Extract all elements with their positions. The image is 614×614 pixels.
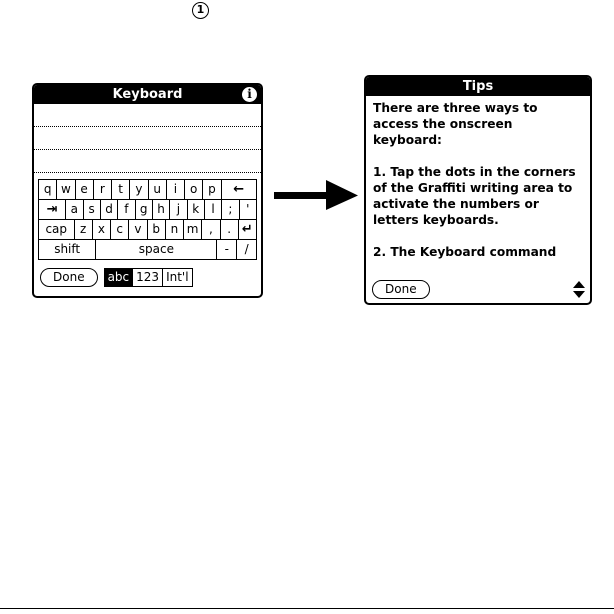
keyboard-bottom-bar xyxy=(40,266,193,288)
key-x[interactable]: x xyxy=(93,220,111,240)
scroll-arrows-icon[interactable] xyxy=(572,280,586,300)
key-t[interactable]: t xyxy=(112,180,130,200)
key-z[interactable]: z xyxy=(75,220,93,240)
key-apostrophe[interactable]: ' xyxy=(240,200,257,220)
key-n[interactable]: n xyxy=(166,220,184,240)
right-arrow-icon xyxy=(274,180,358,210)
key-i[interactable]: i xyxy=(167,180,185,200)
keyboard-row-1 xyxy=(39,180,257,200)
return-key[interactable]: ↵ xyxy=(239,220,257,240)
key-a[interactable]: a xyxy=(66,200,83,220)
tips-screen xyxy=(364,75,592,305)
key-w[interactable]: w xyxy=(57,180,75,200)
step-callout-number: 1 xyxy=(192,2,209,19)
text-line xyxy=(34,104,261,127)
key-m[interactable]: m xyxy=(184,220,202,240)
shift-key[interactable]: shift xyxy=(39,240,96,260)
tips-paragraph: There are three ways to access the onscreen keyboard: xyxy=(373,101,538,147)
key-f[interactable]: f xyxy=(118,200,135,220)
tips-paragraph: 2. The Keyboard command xyxy=(373,245,557,259)
keyboard-row-3 xyxy=(39,220,257,240)
key-r[interactable]: r xyxy=(94,180,112,200)
keyboard-row-4 xyxy=(39,240,257,260)
keyboard-titlebar xyxy=(34,85,261,104)
key-semicolon[interactable]: ; xyxy=(222,200,239,220)
onscreen-keyboard xyxy=(38,179,257,260)
tips-done-button[interactable]: Done xyxy=(372,280,430,299)
keyboard-mode-selector xyxy=(104,268,193,287)
key-q[interactable]: q xyxy=(39,180,57,200)
mode-intl-button[interactable]: Int'l xyxy=(163,269,191,286)
done-button[interactable]: Done xyxy=(40,268,98,287)
key-slash[interactable]: / xyxy=(237,240,257,260)
text-line xyxy=(34,150,261,173)
key-p[interactable]: p xyxy=(203,180,221,200)
keyboard-screen xyxy=(32,83,263,298)
tips-title: Tips xyxy=(462,79,494,94)
key-comma[interactable]: , xyxy=(202,220,220,240)
key-h[interactable]: h xyxy=(153,200,170,220)
mode-abc-button[interactable]: abc xyxy=(105,269,134,286)
tips-body xyxy=(366,96,590,284)
key-b[interactable]: b xyxy=(148,220,166,240)
key-o[interactable]: o xyxy=(185,180,203,200)
key-l[interactable]: l xyxy=(205,200,222,220)
caps-key[interactable]: cap xyxy=(39,220,75,240)
tips-titlebar xyxy=(366,77,590,96)
backspace-key[interactable]: ← xyxy=(222,180,258,200)
key-g[interactable]: g xyxy=(136,200,153,220)
mode-123-button[interactable]: 123 xyxy=(133,269,163,286)
key-e[interactable]: e xyxy=(76,180,94,200)
key-u[interactable]: u xyxy=(149,180,167,200)
keyboard-row-2 xyxy=(39,200,257,220)
key-k[interactable]: k xyxy=(188,200,205,220)
key-y[interactable]: y xyxy=(130,180,148,200)
key-v[interactable]: v xyxy=(129,220,147,240)
key-hyphen[interactable]: - xyxy=(217,240,237,260)
keyboard-text-area[interactable] xyxy=(34,104,261,176)
keyboard-title: Keyboard xyxy=(112,87,183,102)
key-s[interactable]: s xyxy=(84,200,101,220)
key-c[interactable]: c xyxy=(111,220,129,240)
page-bottom-rule xyxy=(0,608,614,609)
key-j[interactable]: j xyxy=(170,200,187,220)
text-line xyxy=(34,127,261,150)
space-key[interactable]: space xyxy=(96,240,217,260)
tab-key[interactable]: ⇥ xyxy=(39,200,66,220)
key-d[interactable]: d xyxy=(101,200,118,220)
key-period[interactable]: . xyxy=(221,220,239,240)
tips-footer xyxy=(372,280,586,300)
info-icon[interactable]: i xyxy=(242,87,257,102)
tips-paragraph: 1. Tap the dots in the corners of the Graffiti writing area to activate the numbers or letters keyboards. xyxy=(373,165,576,227)
